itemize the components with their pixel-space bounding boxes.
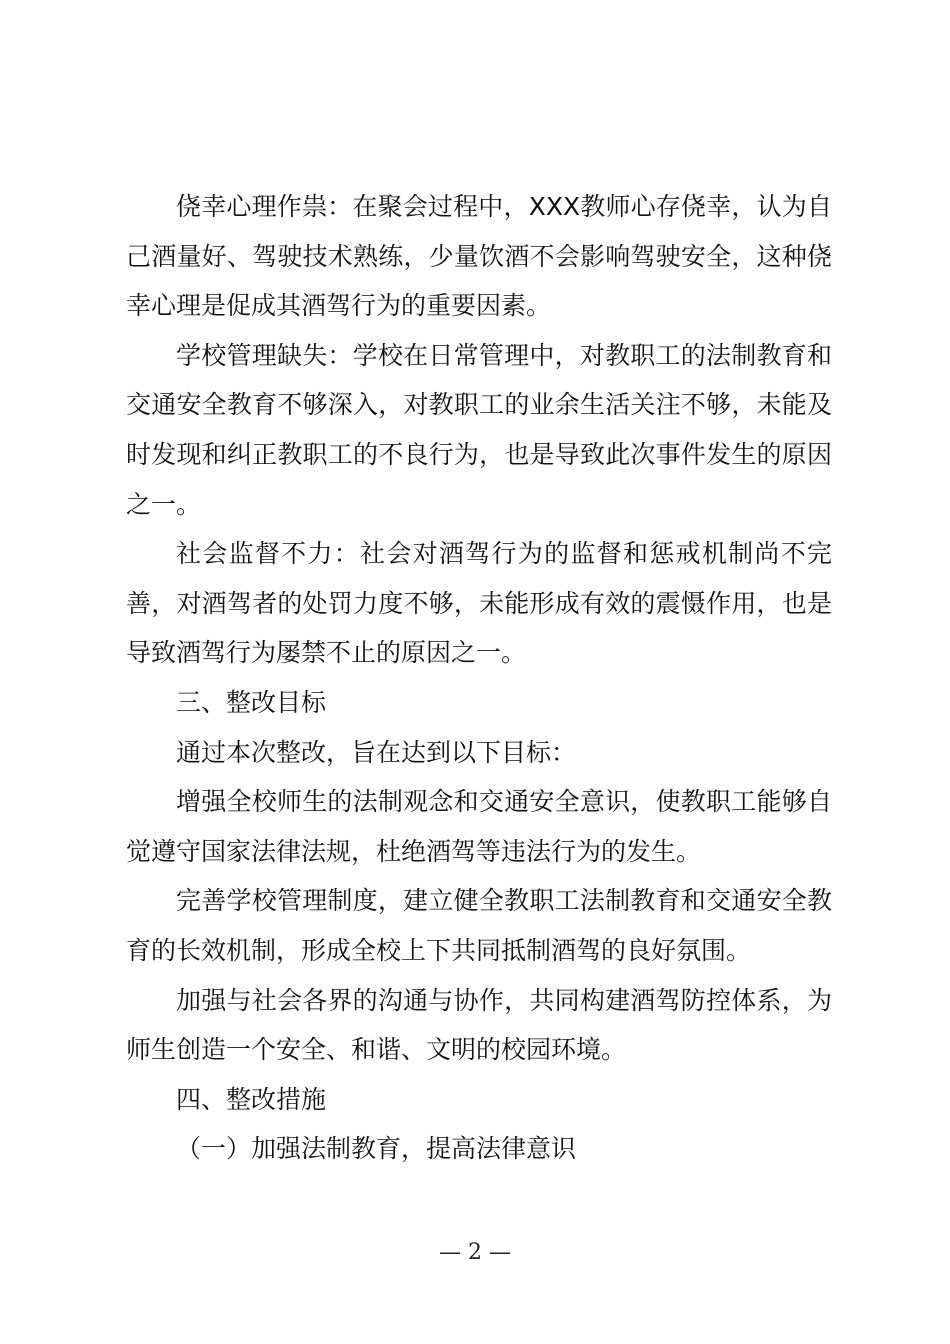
subsection-heading-legal-education: （一）加强法制教育，提高法律意识	[176, 1134, 577, 1164]
document-body	[126, 182, 832, 1174]
paragraph-goal-cooperation: 加强与社会各界的沟通与协作，共同构建酒驾防控体系，为师生创造一个安全、和谐、文明的校园环境。	[126, 985, 832, 1065]
paragraph-goals-intro: 通过本次整改，旨在达到以下目标：	[176, 737, 577, 767]
paragraph-goal-management: 完善学校管理制度，建立健全教职工法制教育和交通安全教育的长效机制，形成全校上下共同抵制酒驾的良好氛围。	[126, 886, 832, 965]
paragraph-school-management: 学校管理缺失：学校在日常管理中，对教职工的法制教育和交通安全教育不够深入，对教职工的业余生活关注不够，未能及时发现和纠正教职工的不良行为，也是导致此次事件发生的原因之一。	[126, 340, 832, 519]
section-heading-measures: 四、整改措施	[176, 1084, 327, 1114]
section-heading-goals: 三、整改目标	[176, 687, 327, 717]
paragraph-luck-mentality: 侥幸心理作祟：在聚会过程中，XXX教师心存侥幸，认为自己酒量好、驾驶技术熟练，少量饮酒不会影响驾驶安全，这种侥幸心理是促成其酒驾行为的重要因素。	[126, 192, 832, 321]
paragraph-social-supervision: 社会监督不力：社会对酒驾行为的监督和惩戒机制尚不完善，对酒驾者的处罚力度不够，未能形成有效的震慑作用，也是导致酒驾行为屡禁不止的原因之一。	[126, 539, 832, 668]
page-number: — 2 —	[439, 1240, 511, 1265]
paragraph-goal-awareness: 增强全校师生的法制观念和交通安全意识，使教职工能够自觉遵守国家法律法规，杜绝酒驾等违法行为的发生。	[126, 787, 832, 866]
